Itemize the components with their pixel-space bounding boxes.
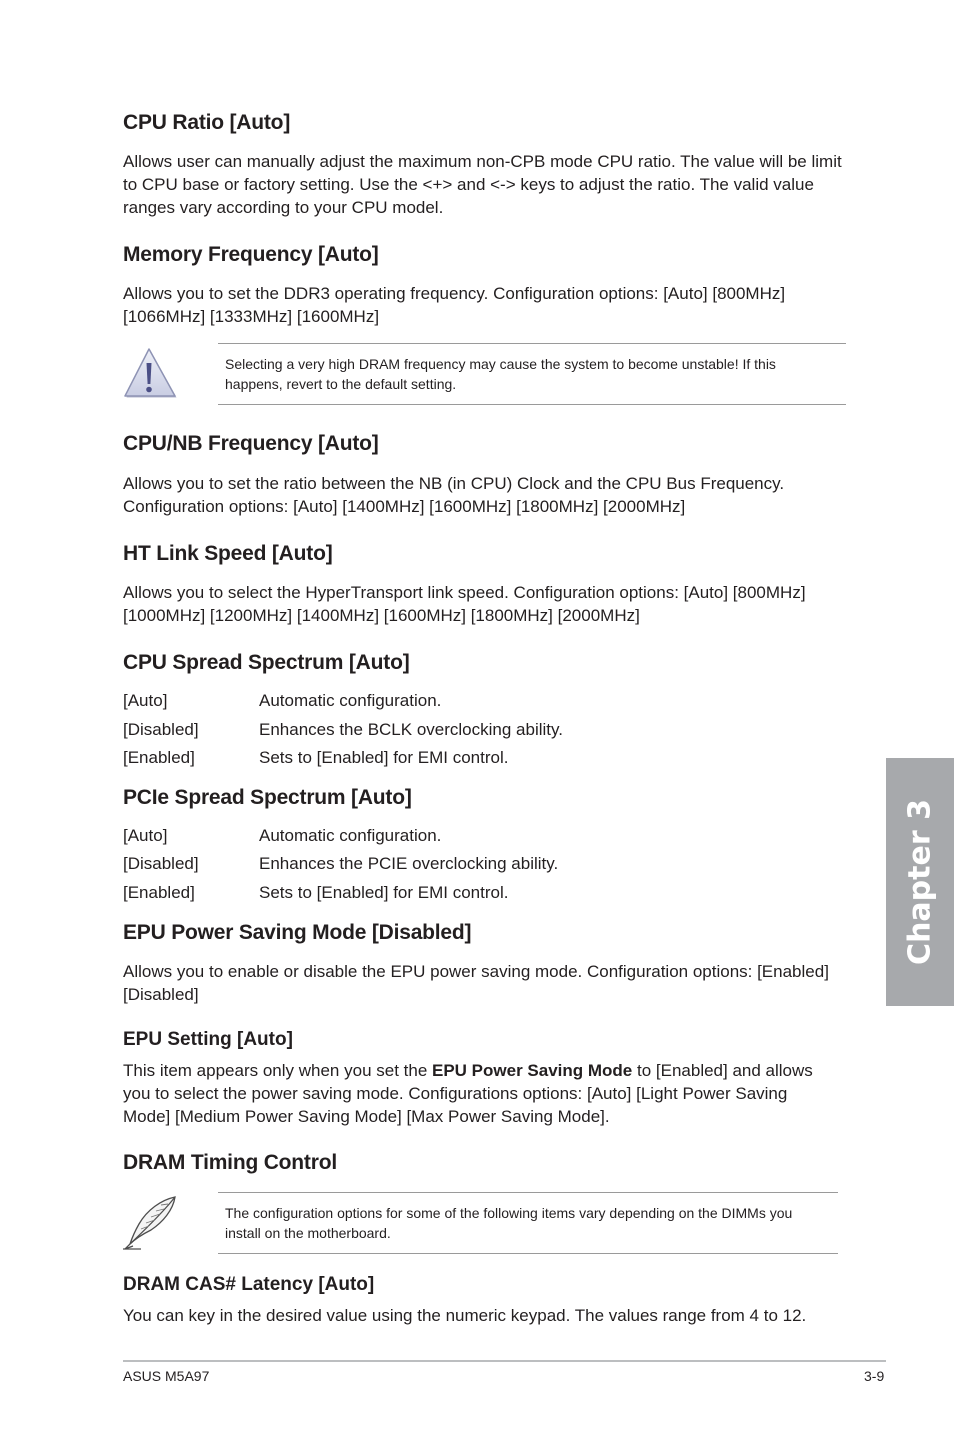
info-note-box <box>218 1192 838 1254</box>
footer-divider <box>123 1360 886 1362</box>
warning-note-text: Selecting a very high DRAM frequency may cause the system to become unstable! If this happens, revert to the default setting. <box>225 356 776 392</box>
dram-cas-latency-description: You can key in the desired value using the numeric keypad. The values range from 4 to 12. <box>123 1306 807 1325</box>
warning-triangle-icon <box>123 346 177 400</box>
pcie-ss-option-enabled: [Enabled] <box>123 883 195 902</box>
ht-link-speed-description: Allows you to select the HyperTransport link speed. Configuration options: [Auto] [800MHz] [1000MHz] [1200MHz] [1400MHz] [1600MHz] [1800MHz] [2000MHz] <box>123 583 806 625</box>
memory-frequency-description: Allows you to set the DDR3 operating frequency. Configuration options: [Auto] [800MHz] [1066MHz] [1333MHz] [1600MHz] <box>123 284 786 326</box>
cpu-ss-option-enabled-desc: Sets to [Enabled] for EMI control. <box>259 748 509 767</box>
info-note-text: The configuration options for some of the following items vary depending on the DIMMs you install on the motherboard. <box>225 1205 793 1241</box>
warning-note-box <box>218 343 846 405</box>
pcie-ss-option-disabled: [Disabled] <box>123 854 199 873</box>
footer-page-number: 3-9 <box>864 1368 885 1384</box>
cpu-ratio-description: Allows user can manually adjust the maximum non-CPB mode CPU ratio. The value will be limit to CPU base or factory setting. Use the <+> and <-> keys to adjust the ratio. The valid value ranges vary according to your CPU model. <box>123 152 842 217</box>
epu-setting-text-pre: This item appears only when you set the <box>123 1061 432 1080</box>
pcie-spread-spectrum-heading: PCIe Spread Spectrum [Auto] <box>123 786 412 809</box>
cpu-ratio-heading: CPU Ratio [Auto] <box>123 111 291 134</box>
cpu-ss-option-disabled: [Disabled] <box>123 720 199 739</box>
cpu-ss-option-auto: [Auto] <box>123 691 168 710</box>
cpu-ss-option-enabled: [Enabled] <box>123 748 195 767</box>
cpu-nb-frequency-description: Allows you to set the ratio between the NB (in CPU) Clock and the CPU Bus Frequency. Configuration options: [Auto] [1400MHz] [1600MHz] [1800MHz] [2000MHz] <box>123 474 785 516</box>
chapter-tab-label: Chapter 3 <box>902 799 938 965</box>
epu-setting-heading: EPU Setting [Auto] <box>123 1029 293 1050</box>
epu-setting-description <box>123 1059 833 1128</box>
epu-setting-text-bold: EPU Power Saving Mode <box>432 1061 633 1080</box>
pcie-ss-option-auto: [Auto] <box>123 826 168 845</box>
epu-power-saving-heading: EPU Power Saving Mode [Disabled] <box>123 921 472 944</box>
cpu-ss-option-disabled-desc: Enhances the BCLK overclocking ability. <box>259 720 563 739</box>
quill-pen-icon <box>121 1194 181 1252</box>
pcie-ss-option-auto-desc: Automatic configuration. <box>259 826 442 845</box>
pcie-ss-option-enabled-desc: Sets to [Enabled] for EMI control. <box>259 883 509 902</box>
dram-timing-heading: DRAM Timing Control <box>123 1151 337 1174</box>
epu-setting-text-post: to [Enabled] and allows you to select the power saving mode. Configurations options: [Auto] [Light Power Saving Mode] [Medium Power Saving Mode] [Max Power Saving Mode]. <box>123 1061 813 1126</box>
cpu-nb-frequency-heading: CPU/NB Frequency [Auto] <box>123 432 379 455</box>
pcie-ss-option-disabled-desc: Enhances the PCIE overclocking ability. <box>259 854 559 873</box>
footer-product-name: ASUS M5A97 <box>123 1368 210 1384</box>
cpu-ss-option-auto-desc: Automatic configuration. <box>259 691 442 710</box>
dram-cas-latency-heading: DRAM CAS# Latency [Auto] <box>123 1274 375 1295</box>
chapter-tab <box>886 758 954 1006</box>
memory-frequency-heading: Memory Frequency [Auto] <box>123 243 379 266</box>
cpu-spread-spectrum-heading: CPU Spread Spectrum [Auto] <box>123 651 410 674</box>
epu-power-saving-description: Allows you to enable or disable the EPU power saving mode. Configuration options: [Enabled] [Disabled] <box>123 962 829 1004</box>
ht-link-speed-heading: HT Link Speed [Auto] <box>123 542 333 565</box>
